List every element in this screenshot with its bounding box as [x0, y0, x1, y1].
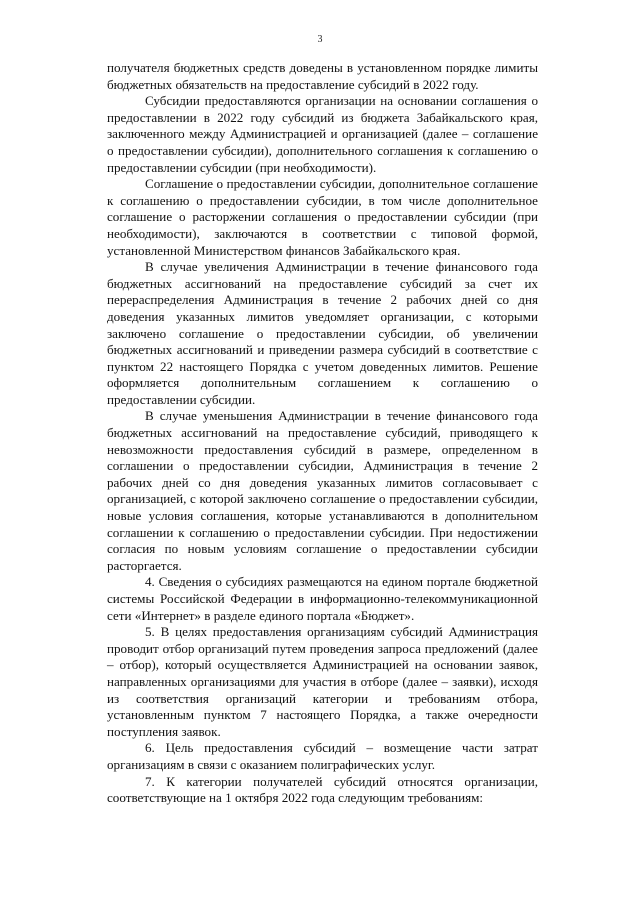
paragraph-budget-increase: В случае увеличения Администрации в течение финансового года бюджетных ассигнований на предоставление субсидий за счет их перераспределения Администрация в течение 2 рабочих дней со дня доведения указанных лимитов уведомляет организации, с которыми заключено соглашение о предоставлении субсидии, об увеличении бюджетных ассигнований и приведении размера субсидий в соответствие с пунктом 22 настоящего Порядка с учетом доведенных лимитов. Решение оформляется дополнительным соглашением к соглашению о предоставлении субсидии.: [107, 259, 538, 407]
paragraph-item-6: 6. Цель предоставления субсидий – возмещение части затрат организациям в связи с оказанием полиграфических услуг.: [107, 740, 538, 772]
paragraph-budget-decrease: В случае уменьшения Администрации в течение финансового года бюджетных ассигнований на предоставление субсидий, приводящего к невозможности предоставления субсидий в размере, определенном в соглашении о предоставлении субсидии, Администрация в течение 2 рабочих дней со дня доведения указанных лимитов согласовывает с организацией, с которой заключено соглашение о предоставлении субсидии, новые условия соглашения, которые устанавливаются в дополнительном соглашении к соглашению о предоставлении субсидии. При недостижении согласия по новым условиям соглашение о предоставлении субсидии расторгается.: [107, 408, 538, 573]
page-number: 3: [317, 34, 323, 45]
paragraph-item-4: 4. Сведения о субсидиях размещаются на едином портале бюджетной системы Российской Федерации в информационно-телекоммуникационной сети «Интернет» в разделе единого портала «Бюджет».: [107, 574, 538, 623]
paragraph-item-7: 7. К категории получателей субсидий относятся организации, соответствующие на 1 октября 2022 года следующим требованиям:: [107, 773, 538, 806]
paragraph-agreement-form: Соглашение о предоставлении субсидии, дополнительное соглашение к соглашению о предоставлении субсидии, в том числе дополнительное соглашение о расторжении соглашения о предоставлении субсидии (при необходимости), заключаются в соответствии с типовой формой, установленной Министерством финансов Забайкальского края.: [107, 176, 538, 258]
paragraph-item-5: 5. В целях предоставления организациям субсидий Администрация проводит отбор организаций путем проведения запроса предложений (далее – отбор), который осуществляется Администрацией на основании заявок, направленных организациями для участия в отборе (далее – заявки), исходя из соответствия организаций категории и требованиям отбора, установленным пунктом 7 настоящего Порядка, а также очередности поступления заявок.: [107, 624, 538, 739]
paragraph-continuation: получателя бюджетных средств доведены в установленном порядке лимиты бюджетных обязательств на предоставление субсидий в 2022 году.: [107, 60, 538, 92]
paragraph-subsidy-agreement: Субсидии предоставляются организации на основании соглашения о предоставлении в 2022 году субсидий из бюджета Забайкальского края, заключенного между Администрацией и организацией (далее – соглашение о предоставлении субсидии), дополнительного соглашения к соглашению о предоставлении субсидии (при необходимости).: [107, 93, 538, 175]
document-body: [107, 60, 538, 807]
